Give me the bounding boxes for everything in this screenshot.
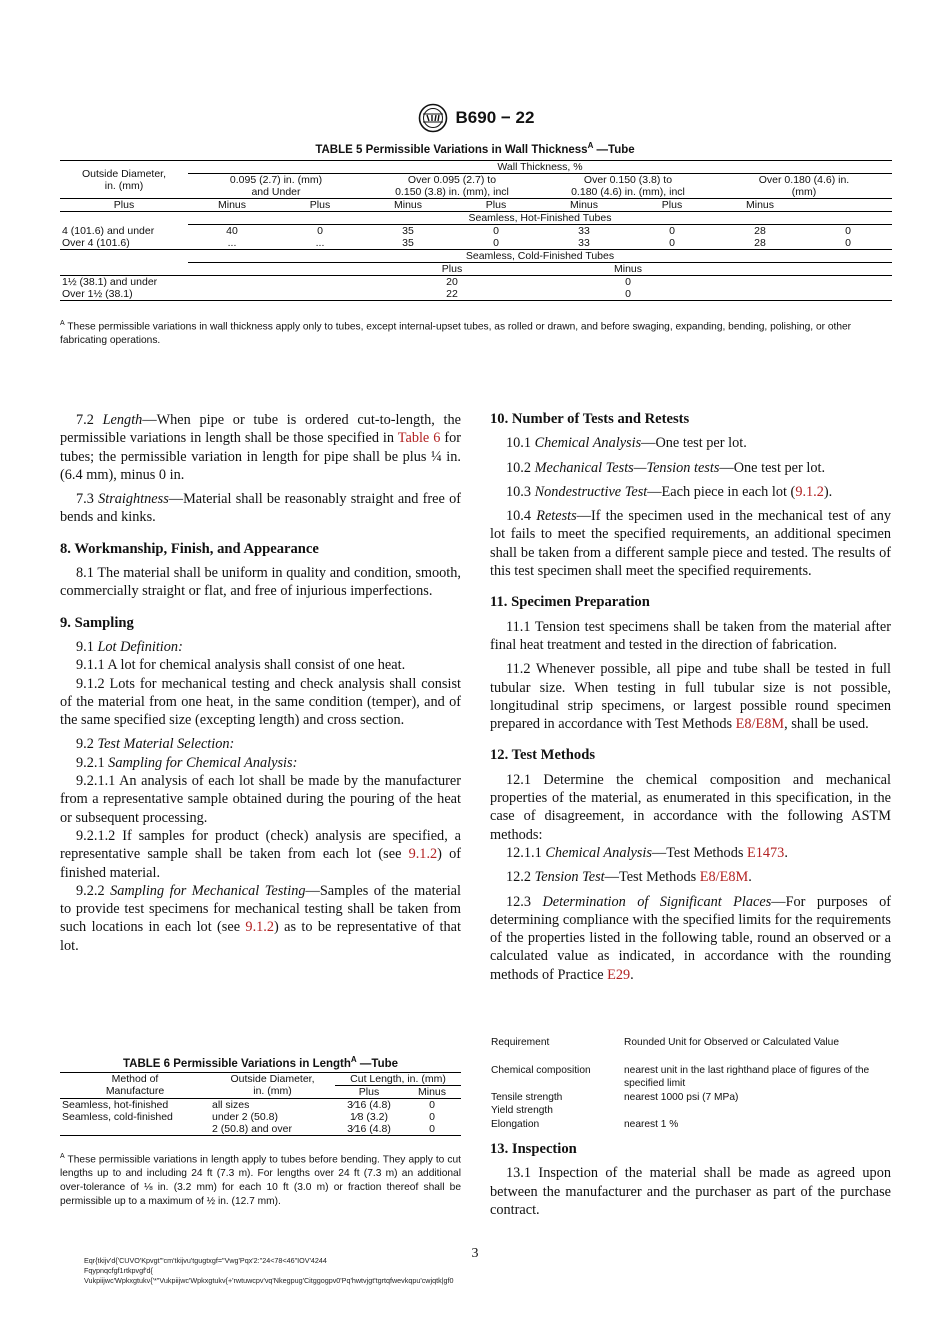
cell: ... xyxy=(227,237,237,249)
document-header xyxy=(0,103,950,133)
para-text: —Each piece in each lot ( xyxy=(647,483,796,500)
para-num: 9.1 xyxy=(76,638,98,655)
para-num: 7.3 xyxy=(76,491,99,508)
cell: 0 xyxy=(669,225,675,237)
para-13-1: 13.1 Inspection of the material shall be made as agreed upon between the manufacturer and the purchaser as part of the purchase contract. xyxy=(490,1165,891,1218)
h-minus: Minus xyxy=(417,1086,446,1098)
section-hot: Seamless, Hot-Finished Tubes xyxy=(188,212,892,225)
para-num: 10.1 xyxy=(506,435,535,452)
para-text: —One test per lot. xyxy=(719,459,826,476)
cell: 1⁄8 (3.2) xyxy=(350,1111,388,1123)
para-title: Chemical Analysis xyxy=(534,435,642,452)
req-cell: Chemical composition xyxy=(491,1064,591,1076)
watermark-line: Vukpiijwc'Wpkxgtukv{'*"Vukpiijwc'Wpkxgtukv{+'rwtuwcpv'vq'Nkegpug'Citggogpv0'Pq'hwtvjgt'tgrtqfwevkqpu'cwjqtk|gf0 xyxy=(84,1276,454,1285)
h-cut: Cut Length, in. (mm) xyxy=(335,1073,461,1086)
cell: 20 xyxy=(446,276,458,288)
para-text: —If the specimen used in the mechanical test of any lot fails to meet the specified requirements, an additional specimen shall be taken from a different sample piece and tested. The results of this test specimen shall meet the specified requirements. xyxy=(490,508,892,580)
table5-title: TABLE 5 Permissible Variations in Wall Thickness xyxy=(315,143,588,156)
table-row xyxy=(60,237,892,250)
table-row xyxy=(60,276,892,289)
para-10-1 xyxy=(490,434,891,452)
para-title: Lot Definition: xyxy=(97,638,183,655)
para-12-2 xyxy=(490,868,891,886)
h-od: Outside Diameter, in. (mm) xyxy=(230,1073,315,1097)
cell: 0 xyxy=(429,1123,435,1135)
cell: 0 xyxy=(625,276,631,288)
para-text: —Test Methods xyxy=(604,869,700,886)
group-1: 0.095 (2.7) in. (mm) and Under xyxy=(229,174,323,198)
para-9-2-1-1: 9.2.1.1 An analysis of each lot shall be made by the manufacturer from a representative sample obtained during the pouring of the heat or subsequent processing. xyxy=(60,773,461,826)
cell: 35 xyxy=(402,225,414,237)
minus-label: Minus xyxy=(217,199,246,211)
req-cell: Elongation xyxy=(491,1118,540,1130)
section-11-heading: 11. Specimen Preparation xyxy=(490,594,650,611)
para-num: 10.2 xyxy=(506,459,535,476)
plus-label: Plus xyxy=(309,199,331,211)
table5-caption xyxy=(0,141,950,156)
para-8-1: 8.1 The material shall be uniform in quality and condition, smooth, commercially straight or flat, and free of injurious imperfections. xyxy=(60,565,461,600)
cell: 0 xyxy=(625,288,631,300)
footnote-mark: A xyxy=(60,320,65,327)
plus-label: Plus xyxy=(661,199,683,211)
cell: 0 xyxy=(429,1111,435,1123)
cell: under 2 (50.8) xyxy=(212,1111,278,1123)
para-text: —Material shall be reasonably straight and free of bends and kinks. xyxy=(60,491,461,526)
para-title: Chemical Analysis xyxy=(545,844,652,861)
para-12-1-1 xyxy=(490,844,891,862)
cell: Seamless, hot-finished xyxy=(62,1099,169,1111)
para-text: —For purposes of determining compliance with the specified limits for the requirements of the properties listed in the following table, round an observed or a calculated value as indicated, in accordance with the rounding methods of Practice xyxy=(490,893,891,983)
cell: 28 xyxy=(754,237,766,249)
section-10-heading: 10. Number of Tests and Retests xyxy=(490,411,690,427)
cell: 0 xyxy=(493,237,499,249)
unit-cell: nearest 1 % xyxy=(624,1118,679,1130)
ref-9-1-2-link[interactable]: 9.1.2 xyxy=(408,846,438,863)
para-9-2-2 xyxy=(60,882,461,955)
ref-9-1-2-link[interactable]: 9.1.2 xyxy=(245,919,275,936)
cell: 3⁄16 (4.8) xyxy=(347,1123,391,1135)
rounding-table xyxy=(491,1036,891,1131)
table5-footnote xyxy=(60,317,892,348)
para-9-2 xyxy=(60,735,461,753)
para-title: Length xyxy=(102,412,143,428)
para-num: 9.2 xyxy=(76,736,98,753)
watermark-line: Fqypnqcfgf1rtkpvgf'd{ xyxy=(84,1266,153,1275)
para-11-2 xyxy=(490,660,891,733)
minus-label: Minus xyxy=(745,199,774,211)
para-num: 7.2 xyxy=(76,412,103,428)
section-8-heading: 8. Workmanship, Finish, and Appearance xyxy=(60,540,319,557)
para-text: —One test per lot. xyxy=(641,435,747,452)
section-13-heading: 13. Inspection xyxy=(490,1141,577,1157)
req-cell: Tensile strength Yield strength xyxy=(491,1091,563,1116)
e8-link[interactable]: E8/E8M xyxy=(735,716,785,733)
para-text: . xyxy=(784,844,788,861)
group-2: Over 0.095 (2.7) to 0.150 (3.8) in. (mm), incl xyxy=(395,174,509,198)
cell: 3⁄16 (4.8) xyxy=(347,1099,391,1111)
para-text: ) of finished material. xyxy=(60,846,461,881)
cold-minus-label: Minus xyxy=(613,263,642,275)
cell: Over 4 (101.6) xyxy=(62,237,130,249)
para-text: . xyxy=(748,869,752,886)
para-num: 10.3 xyxy=(506,483,535,500)
para-10-4 xyxy=(490,507,891,580)
cell: 0 xyxy=(845,237,851,249)
section-cold: Seamless, Cold-Finished Tubes xyxy=(188,250,892,263)
cell: 2 (50.8) and over xyxy=(212,1123,292,1135)
table5-title-suffix: —Tube xyxy=(593,143,635,156)
para-text: 11.2 Whenever possible, all pipe and tube shall be tested in full tubular size. When testing in full tubular size is not possible, longitudinal strip specimens, or largest possible round specimen prepared in accordance with Test Methods xyxy=(490,661,891,733)
table5 xyxy=(60,160,892,301)
table6-title-suffix: —Tube xyxy=(356,1057,399,1070)
plus-label: Plus xyxy=(485,199,507,211)
group-3: Over 0.150 (3.8) to 0.180 (4.6) in. (mm), incl xyxy=(571,174,685,198)
para-text: 9.2.1.2 If samples for product (check) analysis are specified, a representative sample shall be taken from each lot (see xyxy=(60,827,461,863)
para-text: —When pipe or tube is ordered cut-to-length, the permissible variations in length shall be those specified in xyxy=(60,412,461,447)
designation: B690 − 22 xyxy=(455,108,535,127)
watermark-line: Eqr{tkijv'd{'CUVO'Kpvgt'"cm'tkijvu'tgugtxgf="Vwg'Pqx'2:"24<78<46"IOV'4244 xyxy=(84,1256,327,1265)
minus-label: Minus xyxy=(569,199,598,211)
unit-cell: nearest unit in the last righthand place of figures of the specified limit xyxy=(624,1064,870,1089)
cell xyxy=(60,1123,210,1136)
table-row xyxy=(60,1111,461,1123)
unit-header: Rounded Unit for Observed or Calculated Value xyxy=(624,1037,840,1048)
table6-title: TABLE 6 Permissible Variations in Length xyxy=(122,1057,351,1070)
table-row xyxy=(60,1099,461,1112)
table-row xyxy=(60,225,892,238)
cell: 40 xyxy=(226,225,238,237)
para-7-2 xyxy=(60,411,461,484)
e29-link[interactable]: E29 xyxy=(607,966,631,983)
para-text: , shall be used. xyxy=(784,716,869,733)
cell: 33 xyxy=(578,225,590,237)
para-9-1 xyxy=(60,638,461,656)
para-title: Nondestructive Test xyxy=(534,483,648,500)
para-9-1-2: 9.1.2 Lots for mechanical testing and check analysis shall consist of the material from one heat, in the same condition (temper), and of the same specified size (excepting length) and cross section. xyxy=(60,675,461,729)
para-num: 12.1.1 xyxy=(506,844,546,861)
cell: ... xyxy=(315,237,325,249)
req-header: Requirement xyxy=(491,1037,550,1048)
astm-logo-icon xyxy=(416,103,450,133)
cell: 22 xyxy=(446,288,458,300)
para-title: Mechanical Tests—Tension tests xyxy=(534,459,720,476)
cell: all sizes xyxy=(212,1099,250,1111)
para-9-2-1 xyxy=(60,754,461,772)
para-12-1: 12.1 Determine the chemical composition and mechanical properties of the material, as enumerated in this specification, in the case of disagreement, in accordance with the following ASTM methods: xyxy=(490,771,891,843)
wall-header: Wall Thickness, % xyxy=(188,161,892,174)
para-11-1: 11.1 Tension test specimens shall be taken from the material after final heat treatment and tested in the direction of fabrication. xyxy=(490,618,891,653)
para-12-3 xyxy=(490,893,891,984)
cell: 0 xyxy=(493,225,499,237)
para-text: —Test Methods xyxy=(651,844,747,861)
cell: 35 xyxy=(402,237,414,249)
page-number: 3 xyxy=(471,1246,479,1261)
col-od: Outside Diameter, in. (mm) xyxy=(81,168,167,192)
para-10-3 xyxy=(490,483,891,501)
cell: 0 xyxy=(429,1099,435,1111)
para-text: —Samples of the material to provide test specimens for mechanical testing shall be taken from such locations in each lot (see xyxy=(60,882,461,936)
footnote-text: These permissible variations in length apply to tubes before bending. They apply to cut lengths up to and including 24 ft (7.3 m). For lengths over 24 ft (7.3 m) an additional over-tolerance of ⅛ in. (3.2 mm) for each 10 ft (3.0 m) or fraction thereof shall be permissible up to a maximum of ½ in. (12.7 mm). xyxy=(60,1154,461,1208)
h-method: Method of Manufacture xyxy=(105,1073,165,1097)
table-row xyxy=(60,288,892,301)
table6-footnote xyxy=(60,1150,461,1209)
e1473-link[interactable]: E1473 xyxy=(747,844,785,861)
group-4: Over 0.180 (4.6) in. (mm) xyxy=(758,174,850,198)
table6-link[interactable]: Table 6 xyxy=(397,430,441,447)
cell: 33 xyxy=(578,237,590,249)
para-7-3 xyxy=(60,490,461,527)
para-num: 10.4 xyxy=(506,508,537,525)
para-title: Tension Test xyxy=(534,869,605,886)
footnote-text: These permissible variations in wall thickness apply only to tubes, except internal-upset tubes, as rolled or drawn, and before swaging, expanding, bending, polishing, or other fabricating operations. xyxy=(60,321,852,347)
ref-9-1-2-link[interactable]: 9.1.2 xyxy=(795,483,824,500)
para-10-2 xyxy=(490,459,891,477)
od-plus-label: Plus xyxy=(113,199,135,211)
para-9-2-1-2 xyxy=(60,827,461,882)
para-text: ) as to be representative of that lot. xyxy=(60,919,461,954)
table6-title-sup: A xyxy=(350,1055,357,1064)
para-title: Test Material Selection: xyxy=(97,736,235,753)
h-plus: Plus xyxy=(358,1086,380,1098)
license-watermark xyxy=(84,1256,454,1286)
para-title: Determination of Significant Places xyxy=(542,893,772,910)
para-title: Straightness xyxy=(98,491,169,508)
minus-label: Minus xyxy=(393,199,422,211)
table-row xyxy=(60,1123,461,1136)
right-column-bottom xyxy=(490,1140,891,1219)
para-num: 9.2.2 xyxy=(76,882,111,899)
footnote-mark: A xyxy=(60,1153,65,1160)
cell: 0 xyxy=(317,225,323,237)
cell: Seamless, cold-finished xyxy=(62,1111,173,1123)
table6-caption xyxy=(60,1055,461,1070)
cell: 1½ (38.1) and under xyxy=(62,276,158,288)
para-title: Retests xyxy=(536,508,577,525)
cell: 28 xyxy=(754,225,766,237)
table6 xyxy=(60,1072,461,1136)
left-column xyxy=(60,411,461,955)
para-text: ). xyxy=(823,483,833,500)
cell: 0 xyxy=(669,237,675,249)
unit-cell: nearest 1000 psi (7 MPa) xyxy=(624,1091,739,1103)
section-9-heading: 9. Sampling xyxy=(60,614,134,631)
cold-plus-label: Plus xyxy=(441,263,463,275)
para-num: 9.2.1 xyxy=(76,754,109,771)
para-title: Sampling for Mechanical Testing xyxy=(110,882,306,899)
para-title: Sampling for Chemical Analysis: xyxy=(108,754,298,771)
e8-link[interactable]: E8/E8M xyxy=(699,869,749,886)
cell: 0 xyxy=(845,225,851,237)
right-column xyxy=(490,408,891,984)
cell: Over 1½ (38.1) xyxy=(62,288,133,300)
para-num: 12.2 xyxy=(506,869,535,886)
cell: 4 (101.6) and under xyxy=(62,224,155,237)
para-text: . xyxy=(630,966,634,983)
table5-title-sup: A xyxy=(587,141,594,150)
section-12-heading: 12. Test Methods xyxy=(490,747,596,764)
para-text: for tubes; the permissible variation in length for pipe shall be plus ¼ in. (6.4 mm), minus 0 in. xyxy=(60,430,461,483)
para-9-1-1: 9.1.1 A lot for chemical analysis shall consist of one heat. xyxy=(76,657,406,674)
para-num: 12.3 xyxy=(506,893,543,910)
